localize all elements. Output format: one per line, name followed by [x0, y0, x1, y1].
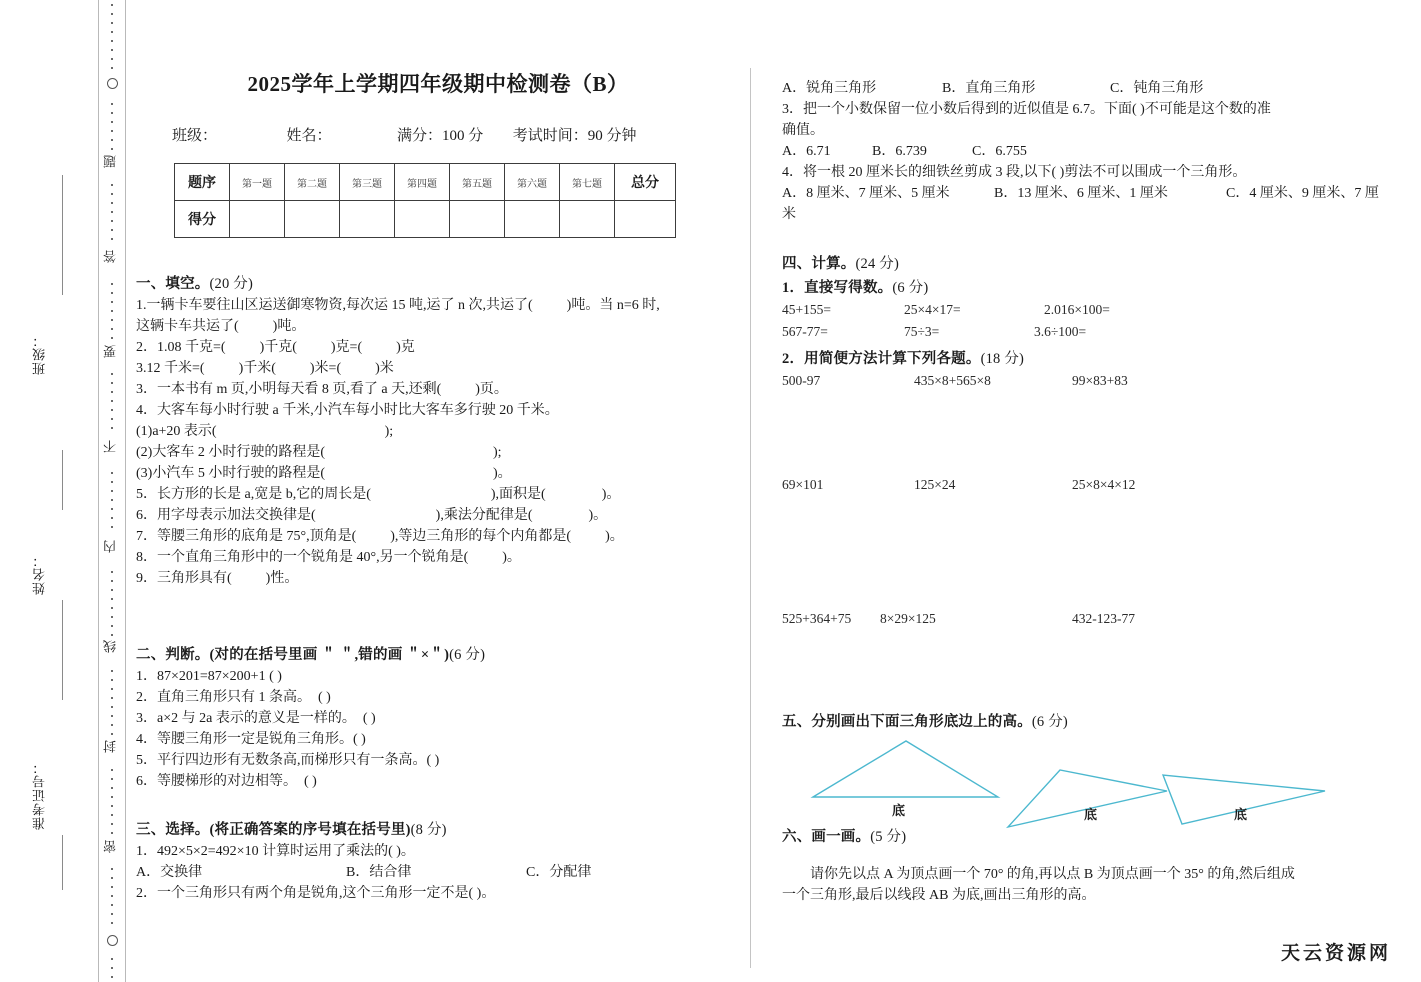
s4-simple-1[interactable]: 500-97: [782, 373, 821, 388]
seal-dot: [111, 805, 113, 807]
score-blank-q3[interactable]: [340, 201, 395, 238]
s3-q4-option-a[interactable]: A．8 厘米、7 厘米、5 厘米: [782, 186, 950, 201]
s4-calc-3[interactable]: 2.016×100=: [1044, 302, 1110, 317]
score-blank-total[interactable]: [615, 201, 676, 238]
seal-glyph-nei: 内: [104, 540, 119, 553]
s1-t31: 8．一个直角三角形中的一个锐角是 40°,另一个锐角是(: [136, 550, 469, 565]
s1-t6: )千克(: [259, 340, 297, 355]
margin-field-class: 班级：: [32, 333, 47, 375]
seal-dot: [111, 400, 113, 402]
section-three-points: (8 分): [410, 822, 447, 838]
s1-item-4-1: [136, 421, 740, 442]
margin-rule-4: [62, 835, 63, 890]
seal-dot: [111, 616, 113, 618]
s2-item-5: [136, 750, 740, 771]
seal-dot: [111, 868, 113, 870]
section-one-title: 一、填空。: [136, 276, 210, 292]
seal-dot: [111, 796, 113, 798]
s1-t25: 6．用字母表示加法交换律是(: [136, 508, 316, 523]
seal-dot: [111, 625, 113, 627]
s1-item-1b: [136, 316, 740, 337]
s3-q3-option-c[interactable]: C．6.755: [972, 144, 1027, 159]
seal-dot: [111, 976, 113, 978]
section-three-heading: [136, 818, 740, 839]
seal-glyph-yao: 要: [104, 345, 119, 358]
s4-sub2-title: 2．用简便方法计算下列各题。: [782, 351, 981, 367]
seal-dot: [111, 904, 113, 906]
seal-dot: [111, 787, 113, 789]
section-two: [136, 643, 740, 792]
seal-dot: [111, 292, 113, 294]
seal-dot: [111, 517, 113, 519]
section-five-title: 五、分别画出下面三角形底边上的高。: [782, 714, 1032, 730]
section-four-points: (24 分): [855, 256, 899, 272]
s4-calc-4[interactable]: 567-77=: [782, 324, 828, 339]
s1-item-4-2: [136, 442, 740, 463]
s2-paren-5[interactable]: ( ): [426, 753, 440, 768]
s4-simple-row-3: [782, 608, 1402, 630]
seal-dot: [111, 607, 113, 609]
s1-t16: (1)a+20 表示(: [136, 424, 217, 439]
s3-q1-options: [136, 862, 740, 883]
seal-dot: [111, 58, 113, 60]
seal-dot: [111, 670, 113, 672]
seal-dot: [111, 733, 113, 735]
s4-calc-1[interactable]: 45+155=: [782, 302, 831, 317]
s3-q2-options: [782, 78, 1402, 99]
s2-paren-6[interactable]: ( ): [304, 774, 317, 789]
seal-dot: [111, 121, 113, 123]
seal-dot: [111, 238, 113, 240]
section-five: [782, 710, 1402, 832]
seal-dot: [111, 49, 113, 51]
seal-glyph-ti: 题: [104, 155, 119, 168]
s1-item-8: [136, 547, 740, 568]
seal-dot: [111, 922, 113, 924]
seal-dot: [111, 301, 113, 303]
section-four-heading: [782, 252, 1402, 273]
s3-q4-option-c[interactable]: C．4 厘米、9 厘米、7 厘: [1226, 186, 1379, 201]
s1-t30: )。: [605, 529, 624, 544]
score-table-row1-label: 题序: [175, 164, 230, 201]
s1-item-4-3: [136, 463, 740, 484]
s3-q3-option-b[interactable]: B．6.739: [872, 144, 927, 159]
seal-dot: [111, 229, 113, 231]
s3-q4-wrap: 米: [782, 207, 796, 222]
seal-dot: [111, 391, 113, 393]
s2-no-4: 4．: [136, 732, 157, 747]
seal-dot: [111, 283, 113, 285]
s4-calc-2[interactable]: 25×4×17=: [904, 302, 961, 317]
s2-text-2: 直角三角形只有 1 条高。: [157, 690, 311, 705]
s4-simple-7[interactable]: 525+364+75: [782, 611, 852, 626]
s2-paren-4[interactable]: ( ): [353, 732, 366, 747]
seal-dot: [111, 130, 113, 132]
page-title: 2025学年上学期四年级期中检测卷（B）: [247, 72, 629, 96]
s4-sub1-points: (6 分): [892, 280, 929, 296]
seal-dot: [111, 823, 113, 825]
seal-glyph-feng: 封: [104, 740, 119, 753]
seal-dot: [111, 328, 113, 330]
seal-dot: [111, 310, 113, 312]
s3-q2-option-c[interactable]: C．钝角三角形: [1110, 81, 1204, 96]
seal-dot: [111, 211, 113, 213]
s3-q3-line1: 3．把一个小数保留一位小数后得到的近似值是 6.7。下面( )不可能是这个数的准: [782, 102, 1271, 117]
s3-q2: 2．一个三角形只有两个角是锐角,这个三角形一定不是( )。: [136, 886, 496, 901]
s2-no-5: 5．: [136, 753, 157, 768]
margin-rule-2: [62, 450, 63, 510]
s6-body-line2: 一个三角形,最后以线段 AB 为底,画出三角形的高。: [782, 888, 1096, 903]
s4-sub2-points: (18 分): [980, 351, 1025, 367]
seal-line-column: [98, 0, 126, 982]
seal-dot: [111, 220, 113, 222]
seal-dot: [111, 580, 113, 582]
s1-t21: )。: [493, 466, 512, 481]
section-three-rule: (将正确答案的序号填在括号里): [209, 822, 411, 838]
seal-dot: [111, 778, 113, 780]
seal-dot: [111, 193, 113, 195]
s2-text-4: 等腰三角形一定是锐角三角形。: [157, 732, 353, 747]
section-three-right: [782, 78, 1402, 225]
s3-q4-option-b[interactable]: B．13 厘米、6 厘米、1 厘米: [994, 186, 1168, 201]
s4-simple-5[interactable]: 125×24: [914, 477, 956, 492]
score-cell-q4: 第四题: [395, 164, 450, 201]
s1-t34: )性。: [265, 571, 299, 586]
seal-dot: [111, 499, 113, 501]
s1-t5: 2．1.08 千克=(: [136, 340, 226, 355]
s4-simple-6[interactable]: 25×8×4×12: [1072, 477, 1136, 492]
seal-dot: [111, 598, 113, 600]
s2-text-3: a×2 与 2a 表示的意义是一样的。: [157, 711, 356, 726]
section-two-points: (6 分): [449, 647, 486, 663]
score-cell-total: 总分: [615, 164, 676, 201]
s1-t10: )千米(: [238, 361, 276, 376]
seal-dot: [111, 715, 113, 717]
s4-calc-6[interactable]: 3.6÷100=: [1034, 324, 1087, 339]
s2-item-6: [136, 771, 740, 792]
s3-q2-option-a[interactable]: A．锐角三角形: [782, 81, 877, 96]
s1-t23: ),面积是(: [490, 487, 546, 502]
seal-circle-bottom: [107, 935, 118, 946]
section-three-left: [136, 818, 740, 904]
s2-item-4: [136, 729, 740, 750]
s2-text-5: 平行四边形有无数条高,而梯形只有一条高。: [157, 753, 427, 768]
s1-t17: );: [384, 424, 394, 439]
seal-dot: [111, 202, 113, 204]
s1-t26: ),乘法分配律是(: [435, 508, 533, 523]
section-one: [136, 272, 740, 589]
seal-dot: [111, 724, 113, 726]
s1-item-2: [136, 337, 740, 358]
section-six-points: (5 分): [870, 829, 907, 845]
seal-glyph-bu: 不: [104, 440, 119, 453]
score-table-row-header: [175, 164, 676, 201]
section-four-sub1-heading: [782, 276, 1402, 297]
s3-q3-line2: 确值。: [782, 123, 824, 138]
s1-item-1a: [136, 295, 740, 316]
s1-item-4: [136, 400, 740, 421]
seal-dot: [111, 679, 113, 681]
section-three-title: 三、选择。: [136, 822, 210, 838]
exam-time-label: 考试时间：90 分钟: [512, 128, 637, 144]
section-four-title: 四、计算。: [782, 256, 856, 272]
full-score-label: 满分：100 分: [397, 128, 484, 144]
s4-simple-2[interactable]: 435×8+565×8: [914, 373, 991, 388]
score-blank-q4[interactable]: [395, 201, 450, 238]
seal-dot: [111, 589, 113, 591]
seal-dot: [111, 571, 113, 573]
seal-dot: [111, 409, 113, 411]
s1-t1: 1.一辆卡车要往山区运送御寒物资,每次运 15 吨,运了 n 次,共运了(: [136, 298, 533, 313]
seal-dot: [111, 427, 113, 429]
student-info-line: [172, 124, 732, 145]
s3-q1-option-c[interactable]: C．分配律: [526, 865, 592, 880]
s2-no-6: 6．: [136, 774, 157, 789]
s1-item-6: [136, 505, 740, 526]
left-column: [136, 0, 740, 982]
seal-glyph-xian: 线: [104, 640, 119, 653]
seal-dot: [111, 814, 113, 816]
seal-glyph-da: 答: [104, 250, 119, 263]
s3-q4-options: [782, 183, 1402, 204]
score-cell-q5: 第五题: [450, 164, 505, 201]
margin-field-name: 姓名：: [32, 553, 47, 595]
s1-t15: 4．大客车每小时行驶 a 千米,小汽车每小时比大客车多行驶 20 千米。: [136, 403, 559, 418]
seal-dot: [111, 40, 113, 42]
score-blank-q6[interactable]: [505, 201, 560, 238]
score-blank-q7[interactable]: [560, 201, 615, 238]
seal-dot: [111, 67, 113, 69]
section-five-heading: [782, 710, 1402, 731]
s4-sub1-title: 1．直接写得数。: [782, 280, 893, 296]
s1-item-5: [136, 484, 740, 505]
triangle-base-label-3: 底: [1234, 807, 1248, 822]
s1-t32: )。: [502, 550, 521, 565]
s2-paren-3[interactable]: ( ): [362, 711, 376, 726]
section-two-heading: [136, 643, 740, 664]
s1-t2: )吨。当 n=6 时,: [566, 298, 660, 313]
section-two-rule: (对的在括号里画 ＂ ＂,错的画 ＂×＂): [209, 647, 450, 663]
s1-t24: )。: [601, 487, 621, 502]
score-table-row-marks: [175, 201, 676, 238]
seal-dot: [111, 184, 113, 186]
s1-t19: );: [493, 445, 502, 460]
s1-t20: (3)小汽车 5 小时行驶的路程是(: [136, 466, 325, 481]
s2-paren-1[interactable]: ( ): [269, 669, 282, 684]
seal-dot: [111, 373, 113, 375]
seal-dot: [111, 481, 113, 483]
s1-t28: 7．等腰三角形的底角是 75°,顶角是(: [136, 529, 357, 544]
seal-dot: [111, 769, 113, 771]
seal-dot: [111, 112, 113, 114]
seal-dot: [111, 319, 113, 321]
seal-dot: [111, 472, 113, 474]
s2-text-6: 等腰梯形的对边相等。: [157, 774, 297, 789]
s4-direct-row-2: [782, 321, 1402, 343]
triangle-base-label-2: 底: [1084, 807, 1098, 822]
s2-item-1: [136, 666, 740, 687]
score-table-row2-label: 得分: [175, 201, 230, 238]
s2-item-2: [136, 687, 740, 708]
s1-t11: )米=(: [309, 361, 342, 376]
s2-item-3: [136, 708, 740, 729]
s3-q2-option-b[interactable]: B．直角三角形: [942, 81, 1036, 96]
score-cell-q3: 第三题: [340, 164, 395, 201]
s2-no-2: 2．: [136, 690, 157, 705]
seal-dot: [111, 634, 113, 636]
triangle-figures: [782, 734, 1402, 832]
s4-simple-row-2: [782, 474, 1402, 496]
section-one-heading: [136, 272, 740, 293]
section-six-heading: [782, 825, 1402, 846]
seal-dot: [111, 508, 113, 510]
s1-item-3b: [136, 379, 740, 400]
s1-t18: (2)大客车 2 小时行驶的路程是(: [136, 445, 325, 460]
s4-simple-3[interactable]: 99×83+83: [1072, 373, 1128, 388]
section-four-sub2-heading: [782, 347, 1402, 368]
s1-t14: )页。: [475, 382, 508, 397]
s1-t12: )米: [375, 361, 394, 376]
s2-text-1: 87×201=87×200+1: [157, 669, 266, 684]
seal-dot: [111, 832, 113, 834]
s6-body-line1: 请你先以点 A 为顶点画一个 70° 的角,再以点 B 为顶点画一个 35° 的角,然后组成: [810, 867, 1295, 882]
s2-paren-2[interactable]: ( ): [318, 690, 331, 705]
s3-q3-options: [782, 141, 1402, 162]
section-two-title: 二、判断。: [136, 647, 210, 663]
seal-dot: [111, 688, 113, 690]
seal-dot: [111, 967, 113, 969]
s1-t7: )克=(: [330, 340, 363, 355]
s3-q1: 1．492×5×2=492×10 计算时运用了乘法的( )。: [136, 844, 415, 859]
seal-dot: [111, 148, 113, 150]
seal-dot: [111, 706, 113, 708]
seal-dot: [111, 337, 113, 339]
score-blank-q2[interactable]: [285, 201, 340, 238]
s3-q3-option-a[interactable]: A．6.71: [782, 144, 831, 159]
s3-q1-option-b[interactable]: B．结合律: [346, 865, 412, 880]
s4-simple-9[interactable]: 432-123-77: [1072, 611, 1135, 626]
section-one-points: (20 分): [209, 276, 253, 292]
triangle-base-label-1: 底: [892, 803, 906, 818]
margin-rule-3: [62, 600, 63, 700]
score-blank-q1[interactable]: [230, 201, 285, 238]
score-cell-q2: 第二题: [285, 164, 340, 201]
score-cell-q6: 第六题: [505, 164, 560, 201]
s4-calc-5[interactable]: 75÷3=: [904, 324, 940, 339]
section-six-title: 六、画一画。: [782, 829, 871, 845]
name-label: 姓名：: [286, 128, 332, 144]
seal-dot: [111, 139, 113, 141]
s1-t4: )吨。: [272, 319, 306, 334]
seal-dot: [111, 31, 113, 33]
s1-t27: )。: [588, 508, 608, 523]
s3-q4-line1: 4．将一根 20 厘米长的细铁丝剪成 3 段,以下( )剪法不可以围成一个三角形。: [782, 165, 1247, 180]
seal-dot: [111, 490, 113, 492]
seal-dot: [111, 913, 113, 915]
s4-simple-4[interactable]: 69×101: [782, 477, 824, 492]
s1-item-9: [136, 568, 740, 589]
seal-dot: [111, 526, 113, 528]
seal-dot: [111, 886, 113, 888]
s1-item-3a: [136, 358, 740, 379]
section-five-points: (6 分): [1031, 714, 1068, 730]
section-six: [782, 825, 1402, 906]
seal-dot: [111, 103, 113, 105]
s1-item-7: [136, 526, 740, 547]
score-cell-q1: 第一题: [230, 164, 285, 201]
seal-dot: [111, 895, 113, 897]
s2-no-3: 3．: [136, 711, 157, 726]
s1-t22: 5．长方形的长是 a,宽是 b,它的周长是(: [136, 487, 371, 502]
class-label: 班级：: [172, 128, 218, 144]
seal-dot: [111, 877, 113, 879]
s1-t33: 9．三角形具有(: [136, 571, 232, 586]
s2-no-1: 1．: [136, 669, 157, 684]
score-blank-q5[interactable]: [450, 201, 505, 238]
right-column: [782, 0, 1402, 982]
s1-t9: 3.12 千米=(: [136, 361, 205, 376]
seal-glyph-mi: 密: [104, 840, 119, 853]
s1-t13: 3．一本书有 m 页,小明每天看 8 页,看了 a 天,还剩(: [136, 382, 442, 397]
seal-dot: [111, 13, 113, 15]
s1-t3: 这辆卡车共运了(: [136, 319, 239, 334]
triangle-acute: [813, 741, 998, 797]
seal-dot: [111, 4, 113, 6]
seal-dot: [111, 418, 113, 420]
seal-dot: [111, 958, 113, 960]
column-divider: [750, 68, 751, 968]
margin-rule-1: [62, 175, 63, 295]
margin-field-exam-id: 准考证号：: [32, 760, 47, 830]
seal-circle-top: [107, 78, 118, 89]
s1-t29: ),等边三角形的每个内角都是(: [390, 529, 572, 544]
s3-q1-option-a[interactable]: A．交换律: [136, 865, 203, 880]
score-cell-q7: 第七题: [560, 164, 615, 201]
seal-dot: [111, 382, 113, 384]
s4-simple-row-1: [782, 370, 1402, 392]
section-four: [782, 252, 1402, 630]
watermark-text: 天云资源网: [1281, 942, 1392, 964]
s1-t8: )克: [396, 340, 415, 355]
s4-direct-row-1: [782, 299, 1402, 321]
seal-dot: [111, 697, 113, 699]
s4-simple-8[interactable]: 8×29×125: [880, 611, 936, 626]
score-table: [174, 163, 676, 238]
seal-dot: [111, 22, 113, 24]
